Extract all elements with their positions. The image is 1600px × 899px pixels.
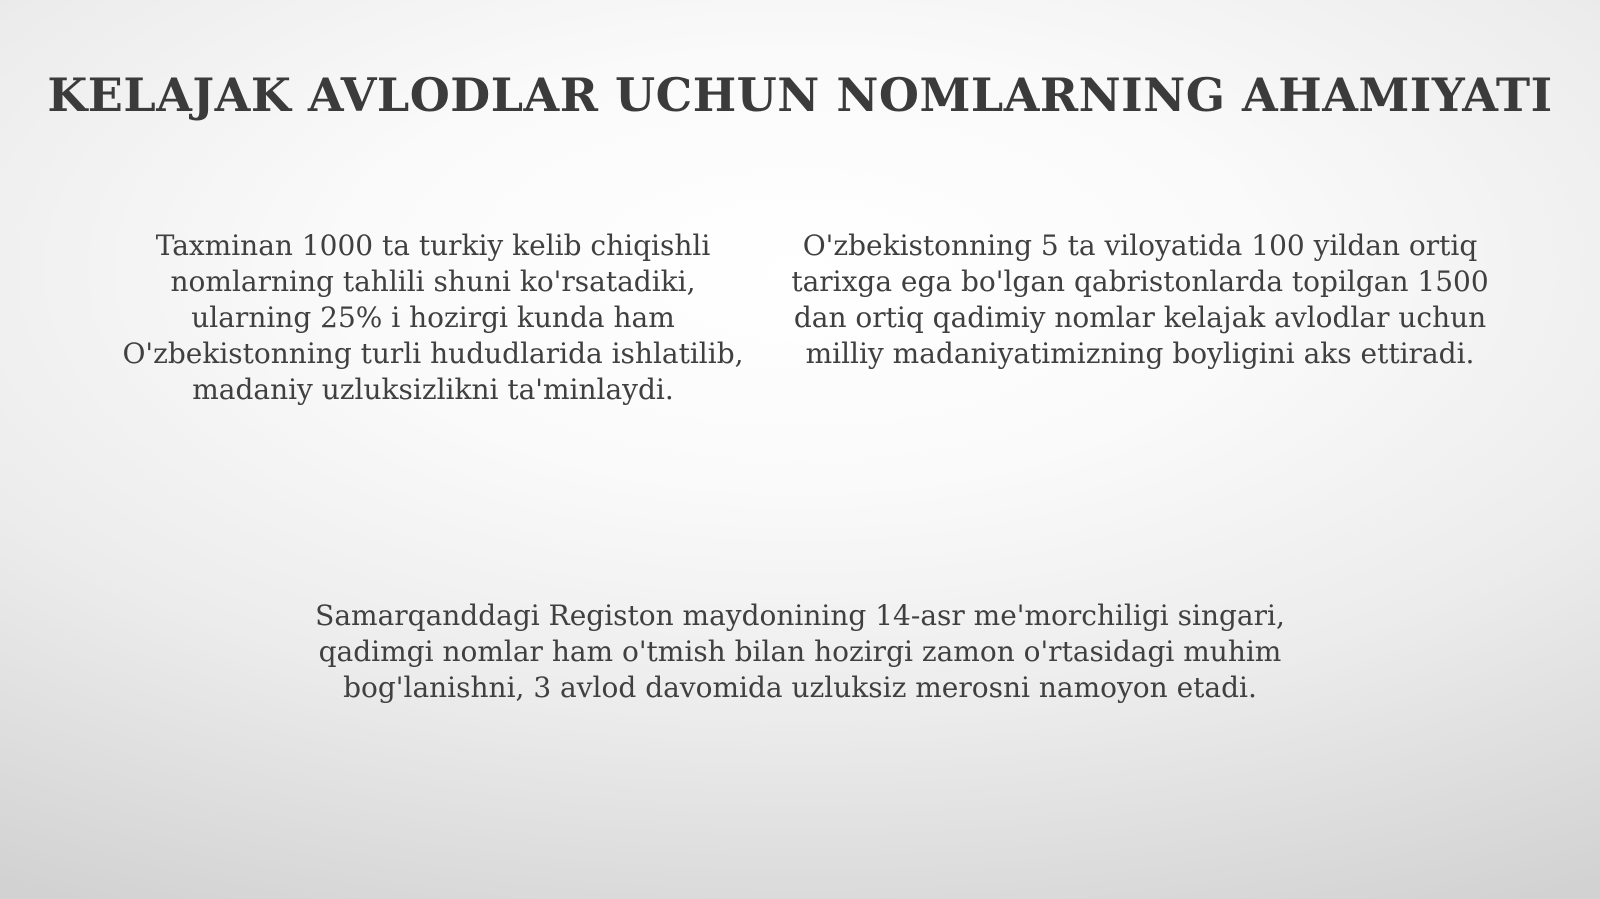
right-paragraph: O'zbekistonning 5 ta viloyatida 100 yildan ortiq tarixga ega bo'lgan qabristonlarda topilgan 1500 dan ortiq qadimiy nomlar kelajak avlodlar uchun milliy madaniyatimizning boyligini aks ettiradi. <box>791 229 1489 370</box>
slide-title: KELAJAK AVLODLAR UCHUN NOMLARNING AHAMIYATI <box>47 68 1553 122</box>
left-paragraph: Taxminan 1000 ta turkiy kelib chiqishli nomlarning tahlili shuni ko'rsatadiki, ularning 25% i hozirgi kunda ham O'zbekistonning turli hududlarida ishlatilib, madaniy uzluksizlikni ta'minlaydi. <box>122 229 744 406</box>
bottom-paragraph: Samarqanddagi Registon maydonining 14-asr me'morchiligi singari, qadimgi nomlar ham o'tmish bilan hozirgi zamon o'rtasidagi muhim bog'lanishni, 3 avlod davomida uzluksiz merosni namoyon etadi. <box>315 599 1285 704</box>
